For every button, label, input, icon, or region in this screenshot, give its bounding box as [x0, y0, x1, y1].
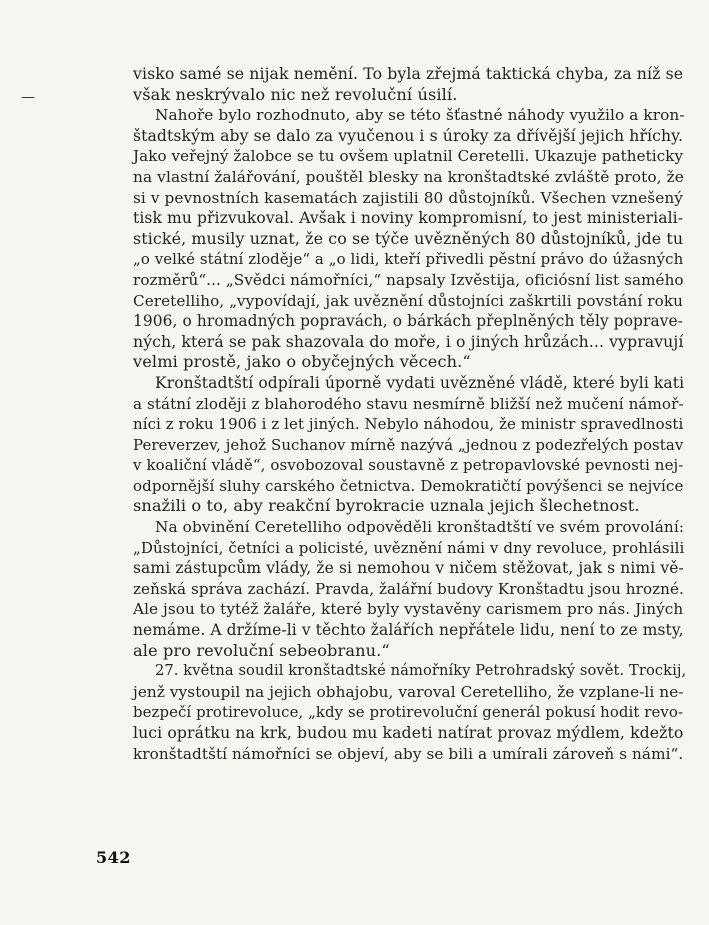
- text-line: Kronštadtští odpírali úporně vydati uvězněné vládě, které byli kati: [155, 373, 685, 392]
- text-line: „Důstojníci, četníci a policisté, uvěznění námi v dny revoluce, prohlásili: [133, 538, 685, 557]
- text-line: Pereverzev, jehož Suchanov mírně nazývá „jednou z podezřelých postav: [133, 435, 684, 454]
- text-line: Nahoře bylo rozhodnuto, aby se této šťastné náhody využilo a kron-: [155, 106, 685, 125]
- text-line: Na obvinění Ceretelliho odpověděli kronštadtští ve svém provolání:: [155, 518, 685, 537]
- text-line: kronštadtští námořníci se objeví, aby se bili a umírali zároveň s námi“.: [133, 744, 684, 763]
- text-line: visko samé se nijak nemění. To byla zřejmá taktická chyba, za níž se: [133, 64, 684, 83]
- text-line: si v pevnostních kasematách zajistili 80 důstojníků. Všechen vznešený: [133, 188, 683, 207]
- text-line: na vlastní žalářování, pouštěl blesky na kronštadtské zvláště proto, že: [133, 167, 684, 186]
- text-line: však neskrývalo nic než revoluční úsilí.: [133, 84, 458, 104]
- text-line: sami zástupcům vlády, že si nemohou v ničem stěžovat, jak s nimi vě-: [133, 559, 684, 578]
- text-line: odpornější sluhy carského četnictva. Demokratičtí povýšenci se nejvíce: [133, 476, 684, 495]
- text-line: zeňská správa zachází. Pravda, žalářní budovy Kronštadtu jsou hrozné.: [133, 579, 684, 598]
- margin-mark: [22, 97, 34, 98]
- text-line: jenž vystoupil na jejich obhajobu, varoval Ceretelliho, že vzplane-li ne-: [133, 682, 684, 701]
- page-number: 542: [96, 848, 131, 867]
- text-line: Ale jsou to tytéž žaláře, které byly vystavěny carismem pro nás. Jiných: [133, 600, 684, 619]
- text-line: ale pro revoluční sebeobranu.“: [133, 640, 390, 660]
- text-line: „o velké státní zloděje“ a „o lidi, kteří přivedli pěstní právo do úžasných: [133, 250, 684, 269]
- text-line: ných, která se pak shazovala do moře, i o jiných hrůzách... vypravují: [133, 331, 684, 351]
- text-line: a státní zloději z blahorodého stavu nesmírně bližší než mučení námoř-: [133, 394, 684, 413]
- text-line: snažili o to, aby reakční byrokracie uznala jejich šlechetnost.: [133, 496, 640, 516]
- text-line: stické, musily uznat, že co se týče uvězněných 80 důstojníků, jde tu: [133, 228, 684, 248]
- text-line: velmi prostě, jako o obyčejných věcech.“: [133, 352, 471, 372]
- text-line: 1906, o hromadných popravách, o bárkách přeplněných těly poprave-: [133, 312, 683, 331]
- text-line: štadtským aby se dalo za vyučenou i s úroky za dřívější jejich hříchy.: [133, 125, 684, 145]
- text-line: luci oprátku na krk, budou mu kadeti natírat provaz mýdlem, kdežto: [133, 723, 684, 742]
- text-line: v koaliční vládě“, osvobozoval soustavně z petropavlovské pevnosti nej-: [133, 456, 684, 475]
- text-line: Ceretelliho, „vypovídají, jak uvěznění důstojníci zaškrtili povstání roku: [133, 291, 683, 310]
- text-line: 27. května soudil kronštadtské námořníky Petrohradský sovět. Trockij,: [155, 662, 687, 680]
- text-line: rozměrů“... „Svědci námořníci,“ napsaly Izvěstija, oficiósní list samého: [133, 270, 684, 289]
- text-line: níci z roku 1906 i z let jiných. Nebylo náhodou, že ministr spravedlnosti: [133, 415, 684, 434]
- text-line: tisk mu přizvukoval. Avšak i noviny kompromisní, to jest ministeriali-: [133, 209, 684, 228]
- text-line: Jako veřejný žalobce se tu ovšem uplatnil Ceretelli. Ukazuje patheticky: [133, 147, 684, 166]
- body-text: [133, 64, 687, 764]
- text-line: bezpečí protirevoluce, „kdy se protirevoluční generál pokusí hodit revo-: [133, 703, 684, 722]
- text-line: nemáme. A držíme-li v těchto žalářích nepřátele lidu, není to ze msty,: [133, 621, 684, 640]
